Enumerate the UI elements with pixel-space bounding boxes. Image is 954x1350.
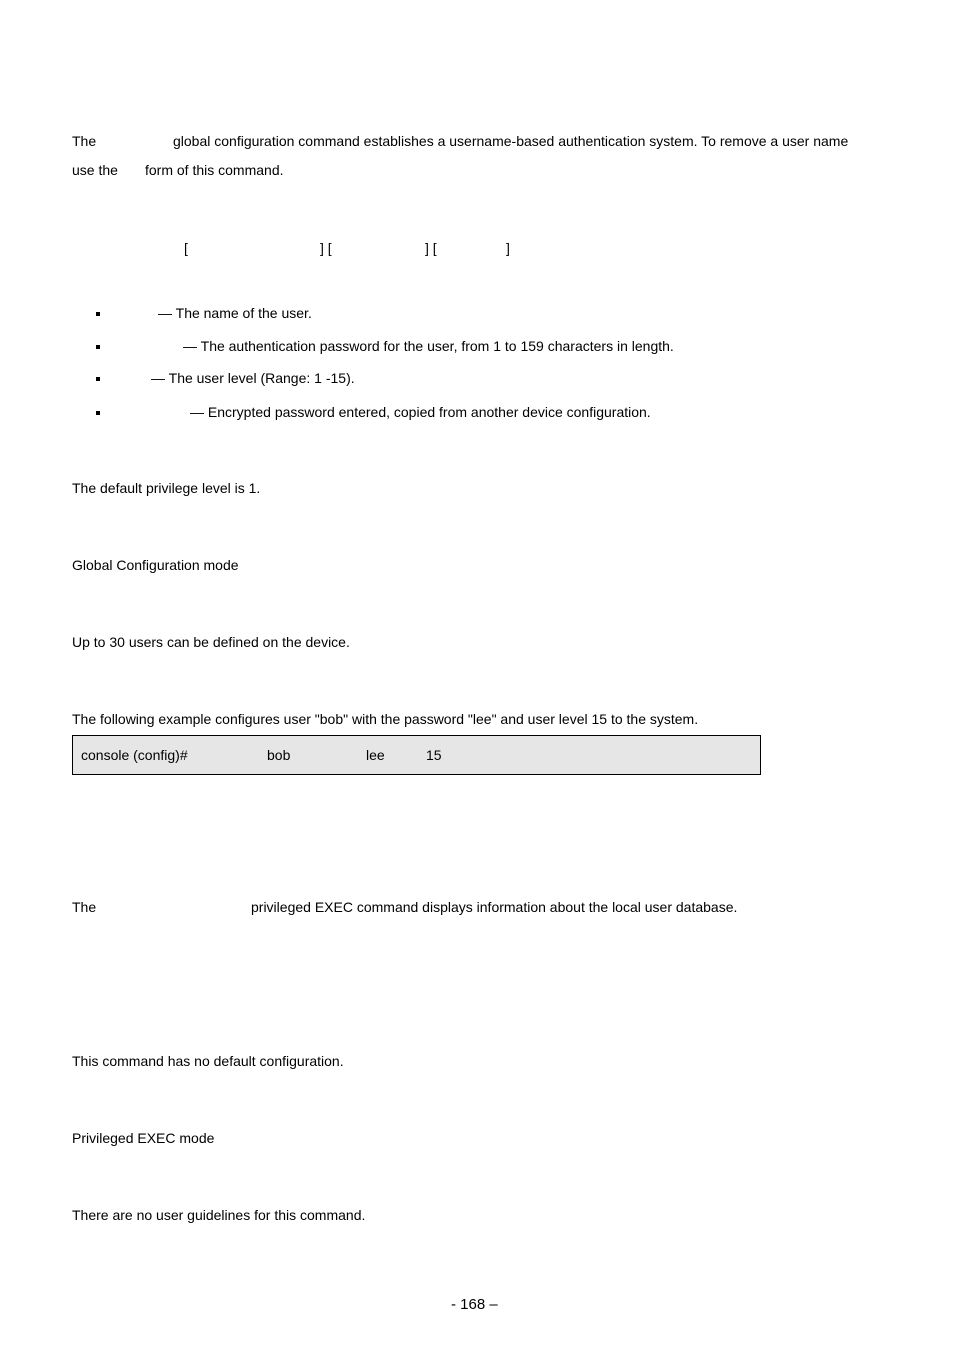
param-name: — The name of the user. [158, 305, 312, 321]
syntax-bracket-open: [ [184, 240, 188, 256]
show-users-guidelines: There are no user guidelines for this command. [72, 1207, 366, 1223]
bullet-icon [96, 312, 100, 316]
param-level: — The user level (Range: 1 -15). [151, 370, 355, 386]
code-password: lee [366, 747, 385, 763]
username-desc-text: global configuration command establishes a username-based authentication system. To remove a user name [173, 133, 849, 149]
username-desc-use-the: use the [72, 162, 118, 178]
code-user: bob [267, 747, 291, 763]
param-password: — The authentication password for the user, from 1 to 159 characters in length. [183, 338, 674, 354]
bullet-icon [96, 411, 100, 415]
code-prompt: console (config)# [81, 747, 188, 763]
syntax-bracket-mid2: ] [ [425, 240, 437, 256]
show-users-default: This command has no default configuration. [72, 1053, 344, 1069]
param-encrypted: — Encrypted password entered, copied from another device configuration. [190, 404, 651, 420]
syntax-bracket-mid1: ] [ [320, 240, 332, 256]
example-code-box [72, 735, 761, 775]
username-guidelines: Up to 30 users can be defined on the device. [72, 634, 350, 650]
show-users-desc-the: The [72, 899, 97, 915]
username-desc-the: The [72, 133, 97, 149]
show-users-desc-text: privileged EXEC command displays information about the local user database. [251, 899, 738, 915]
username-mode: Global Configuration mode [72, 557, 239, 573]
username-desc-form: form of this command. [145, 162, 284, 178]
syntax-bracket-close: ] [506, 240, 510, 256]
username-example-intro: The following example configures user "bob" with the password "lee" and user level 15 to the system. [72, 711, 699, 727]
username-default: The default privilege level is 1. [72, 480, 261, 496]
page-number: - 168 – [451, 1296, 498, 1313]
bullet-icon [96, 377, 100, 381]
code-level: 15 [426, 747, 442, 763]
bullet-icon [96, 345, 100, 349]
show-users-mode: Privileged EXEC mode [72, 1130, 215, 1146]
